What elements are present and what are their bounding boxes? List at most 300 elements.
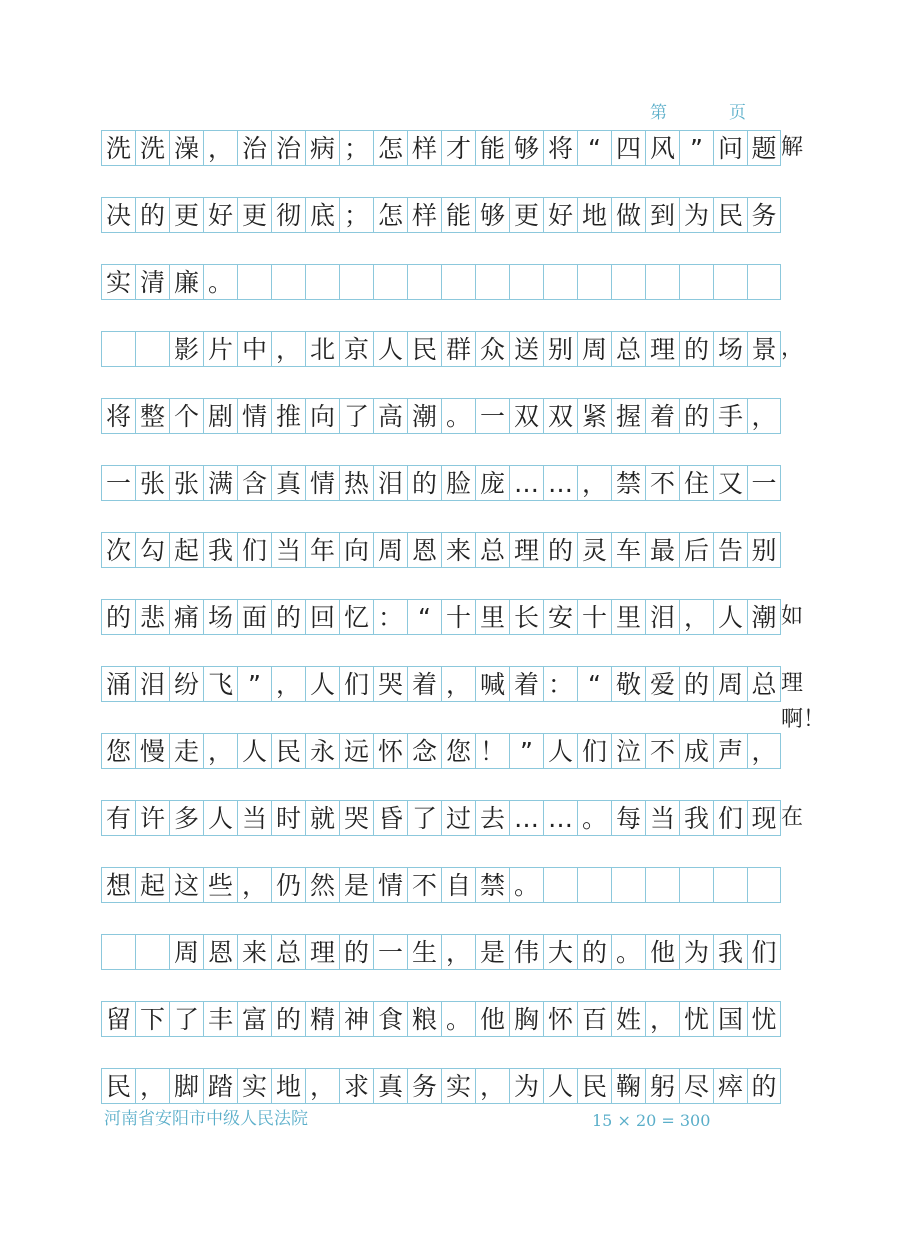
- grid-cell: 将: [101, 398, 135, 434]
- grid-cell: 的: [271, 599, 305, 635]
- grid-cell: 怎: [373, 197, 407, 233]
- grid-cell: 他: [645, 934, 679, 970]
- grid-cell: 姓: [611, 1001, 645, 1037]
- grid-cell: 胸: [509, 1001, 543, 1037]
- grid-cell: 禁: [475, 867, 509, 903]
- page-number-header: [650, 98, 746, 123]
- grid-cell: 样: [407, 197, 441, 233]
- grid-cell: [543, 264, 577, 300]
- grid-cell: 爱: [645, 666, 679, 702]
- grid-cell: ，: [645, 1001, 679, 1037]
- grid-cell: 剧: [203, 398, 237, 434]
- grid-cell: 理: [509, 532, 543, 568]
- grid-cell: 着: [509, 666, 543, 702]
- grid-cell: 又: [713, 465, 747, 501]
- grid-cell: 伟: [509, 934, 543, 970]
- grid-cell: 怀: [373, 733, 407, 769]
- grid-cell: 治: [237, 130, 271, 166]
- grid-cell: 些: [203, 867, 237, 903]
- grid-cell: 澡: [169, 130, 203, 166]
- grid-cell: 鞠: [611, 1068, 645, 1104]
- margin-overflow-text: 解: [781, 135, 804, 160]
- grid-cell: ，: [747, 733, 781, 769]
- grid-cell: 踏: [203, 1068, 237, 1104]
- grid-cell: 握: [611, 398, 645, 434]
- grid-cell: 脸: [441, 465, 475, 501]
- grid-cell: 够: [509, 130, 543, 166]
- grid-cell: [101, 331, 135, 367]
- grid-cell: 治: [271, 130, 305, 166]
- grid-cell: 面: [237, 599, 271, 635]
- grid-cell: 们: [339, 666, 373, 702]
- grid-cell: 中: [237, 331, 271, 367]
- grid-cell: 时: [271, 800, 305, 836]
- grid-cell: 的: [339, 934, 373, 970]
- grid-cell: 起: [169, 532, 203, 568]
- grid-cell: 回: [305, 599, 339, 635]
- grid-cell: 悲: [135, 599, 169, 635]
- grid-cell: 脚: [169, 1068, 203, 1104]
- grid-cell: 泪: [373, 465, 407, 501]
- manuscript-row: [101, 197, 781, 233]
- grid-cell: 百: [577, 1001, 611, 1037]
- grid-cell: 满: [203, 465, 237, 501]
- manuscript-row: [101, 800, 804, 836]
- grid-cell: 来: [237, 934, 271, 970]
- grid-cell: 情: [305, 465, 339, 501]
- grid-cell: 飞: [203, 666, 237, 702]
- manuscript-row: [101, 130, 804, 166]
- grid-cell: 庞: [475, 465, 509, 501]
- grid-cell: 群: [441, 331, 475, 367]
- grid-cell: [101, 934, 135, 970]
- grid-cell: 纷: [169, 666, 203, 702]
- grid-cell: 能: [475, 130, 509, 166]
- grid-cell: 当: [645, 800, 679, 836]
- grid-cell: 更: [237, 197, 271, 233]
- grid-cell: 问: [713, 130, 747, 166]
- grid-cell: 泪: [645, 599, 679, 635]
- grid-cell: 高: [373, 398, 407, 434]
- grid-cell: [577, 264, 611, 300]
- grid-cell: 永: [305, 733, 339, 769]
- manuscript-row: [101, 599, 804, 635]
- grid-cell: 周: [373, 532, 407, 568]
- grid-cell: 别: [747, 532, 781, 568]
- grid-cell: 里: [611, 599, 645, 635]
- grid-cell: 场: [203, 599, 237, 635]
- grid-cell: 民: [407, 331, 441, 367]
- grid-cell: 众: [475, 331, 509, 367]
- grid-cell: ，: [679, 599, 713, 635]
- grid-cell: 一: [101, 465, 135, 501]
- grid-cell: ，: [747, 398, 781, 434]
- grid-cell: [509, 264, 543, 300]
- grid-cell: 总: [747, 666, 781, 702]
- grid-cell: 勾: [135, 532, 169, 568]
- grid-cell: 我: [713, 934, 747, 970]
- grid-cell: 怀: [543, 1001, 577, 1037]
- grid-cell: 更: [509, 197, 543, 233]
- grid-cell: 清: [135, 264, 169, 300]
- grid-cell: 们: [747, 934, 781, 970]
- grid-cell: 个: [169, 398, 203, 434]
- grid-cell: 就: [305, 800, 339, 836]
- grid-cell: 每: [611, 800, 645, 836]
- grid-cell: ”: [679, 130, 713, 166]
- grid-cell: 们: [713, 800, 747, 836]
- grid-cell: 的: [679, 331, 713, 367]
- page-unit: 页: [729, 103, 746, 123]
- page-label: 第: [650, 103, 667, 123]
- grid-cell: 不: [645, 733, 679, 769]
- grid-cell: 实: [441, 1068, 475, 1104]
- grid-cell: 紧: [577, 398, 611, 434]
- grid-cell: 双: [509, 398, 543, 434]
- grid-cell: 人: [203, 800, 237, 836]
- grid-cell: 为: [509, 1068, 543, 1104]
- grid-cell: 情: [237, 398, 271, 434]
- grid-cell: [271, 264, 305, 300]
- grid-cell: 下: [135, 1001, 169, 1037]
- grid-cell: 粮: [407, 1001, 441, 1037]
- grid-cell: 留: [101, 1001, 135, 1037]
- grid-cell: 的: [135, 197, 169, 233]
- grid-cell: [611, 264, 645, 300]
- manuscript-row: [101, 532, 781, 568]
- grid-cell: 食: [373, 1001, 407, 1037]
- grid-cell: 的: [543, 532, 577, 568]
- grid-cell: 泣: [611, 733, 645, 769]
- grid-cell: 底: [305, 197, 339, 233]
- grid-cell: 自: [441, 867, 475, 903]
- grid-cell: 别: [543, 331, 577, 367]
- grid-cell: 。: [509, 867, 543, 903]
- grid-cell: …: [543, 800, 577, 836]
- grid-cell: ，: [305, 1068, 339, 1104]
- grid-cell: ，: [203, 130, 237, 166]
- grid-cell: 总: [475, 532, 509, 568]
- grid-cell: 四: [611, 130, 645, 166]
- grid-cell: 人: [543, 1068, 577, 1104]
- grid-cell: 禁: [611, 465, 645, 501]
- grid-cell: 灵: [577, 532, 611, 568]
- grid-cell: …: [509, 800, 543, 836]
- grid-cell: 的: [679, 666, 713, 702]
- grid-cell: 一: [747, 465, 781, 501]
- grid-cell: 哭: [373, 666, 407, 702]
- grid-cell: 恩: [407, 532, 441, 568]
- grid-cell: ；: [339, 130, 373, 166]
- grid-cell: 去: [475, 800, 509, 836]
- grid-cell: ”: [509, 733, 543, 769]
- grid-cell: 尽: [679, 1068, 713, 1104]
- grid-cell: 住: [679, 465, 713, 501]
- manuscript-row: [101, 398, 781, 434]
- grid-cell: 送: [509, 331, 543, 367]
- grid-cell: 痛: [169, 599, 203, 635]
- grid-cell: [747, 264, 781, 300]
- grid-cell: 。: [203, 264, 237, 300]
- grid-cell: 洗: [135, 130, 169, 166]
- grid-cell: 将: [543, 130, 577, 166]
- grid-cell: 含: [237, 465, 271, 501]
- grid-cell: 地: [577, 197, 611, 233]
- grid-cell: 一: [475, 398, 509, 434]
- grid-cell: 场: [713, 331, 747, 367]
- grid-cell: ，: [203, 733, 237, 769]
- grid-cell: 起: [135, 867, 169, 903]
- grid-cell: 为: [679, 934, 713, 970]
- grid-cell: [407, 264, 441, 300]
- grid-cell: 是: [339, 867, 373, 903]
- grid-cell: …: [509, 465, 543, 501]
- grid-cell: 情: [373, 867, 407, 903]
- footer-organization: 河南省安阳市中级人民法院: [104, 1109, 308, 1129]
- grid-cell: 的: [747, 1068, 781, 1104]
- grid-cell: 潮: [747, 599, 781, 635]
- grid-cell: 地: [271, 1068, 305, 1104]
- grid-cell: 民: [577, 1068, 611, 1104]
- grid-cell: 次: [101, 532, 135, 568]
- grid-cell: 我: [203, 532, 237, 568]
- grid-cell: 仍: [271, 867, 305, 903]
- grid-cell: [475, 264, 509, 300]
- grid-cell: 为: [679, 197, 713, 233]
- grid-cell: 人: [543, 733, 577, 769]
- margin-overflow-text: 在: [781, 805, 804, 830]
- manuscript-row: [101, 733, 781, 769]
- grid-cell: 了: [169, 1001, 203, 1037]
- grid-cell: 大: [543, 934, 577, 970]
- grid-cell: ，: [237, 867, 271, 903]
- grid-cell: 泪: [135, 666, 169, 702]
- grid-cell: “: [577, 666, 611, 702]
- grid-cell: 当: [237, 800, 271, 836]
- grid-cell: 务: [747, 197, 781, 233]
- grid-cell: 民: [101, 1068, 135, 1104]
- grid-cell: 十: [577, 599, 611, 635]
- grid-cell: ：: [543, 666, 577, 702]
- grid-cell: 们: [577, 733, 611, 769]
- grid-cell: 决: [101, 197, 135, 233]
- grid-cell: 声: [713, 733, 747, 769]
- grid-cell: 。: [611, 934, 645, 970]
- grid-cell: 是: [475, 934, 509, 970]
- grid-cell: ；: [339, 197, 373, 233]
- grid-cell: [543, 867, 577, 903]
- grid-cell: [679, 867, 713, 903]
- grid-cell: 总: [271, 934, 305, 970]
- grid-cell: 向: [305, 398, 339, 434]
- grid-cell: 富: [237, 1001, 271, 1037]
- grid-cell: 敬: [611, 666, 645, 702]
- grid-cell: 他: [475, 1001, 509, 1037]
- manuscript-row: [101, 934, 781, 970]
- grid-cell: 慢: [135, 733, 169, 769]
- grid-cell: 民: [713, 197, 747, 233]
- grid-cell: 理: [305, 934, 339, 970]
- grid-cell: ，: [577, 465, 611, 501]
- grid-cell: [679, 264, 713, 300]
- grid-cell: ！: [475, 733, 509, 769]
- grid-cell: 真: [373, 1068, 407, 1104]
- grid-cell: [713, 264, 747, 300]
- grid-cell: “: [407, 599, 441, 635]
- grid-cell: 总: [611, 331, 645, 367]
- grid-cell: 病: [305, 130, 339, 166]
- grid-cell: 人: [305, 666, 339, 702]
- grid-cell: 张: [135, 465, 169, 501]
- manuscript-row: [101, 666, 826, 732]
- grid-cell: 了: [407, 800, 441, 836]
- grid-cell: [713, 867, 747, 903]
- manuscript-row: [101, 867, 781, 903]
- grid-cell: 多: [169, 800, 203, 836]
- manuscript-row: [101, 264, 781, 300]
- grid-cell: 的: [577, 934, 611, 970]
- grid-cell: 车: [611, 532, 645, 568]
- grid-cell: 过: [441, 800, 475, 836]
- grid-cell: 务: [407, 1068, 441, 1104]
- grid-cell: 民: [271, 733, 305, 769]
- grid-cell: [339, 264, 373, 300]
- grid-cell: 样: [407, 130, 441, 166]
- grid-cell: 片: [203, 331, 237, 367]
- grid-cell: 。: [577, 800, 611, 836]
- grid-cell: ，: [271, 331, 305, 367]
- grid-cell: ：: [373, 599, 407, 635]
- grid-cell: 人: [237, 733, 271, 769]
- grid-cell: 风: [645, 130, 679, 166]
- grid-cell: 。: [441, 398, 475, 434]
- grid-cell: 好: [543, 197, 577, 233]
- grid-cell: “: [577, 130, 611, 166]
- manuscript-row: [101, 331, 804, 367]
- grid-cell: 哭: [339, 800, 373, 836]
- manuscript-row: [101, 465, 781, 501]
- grid-cell: [135, 934, 169, 970]
- grid-cell: 躬: [645, 1068, 679, 1104]
- grid-cell: [135, 331, 169, 367]
- grid-cell: 有: [101, 800, 135, 836]
- grid-cell: …: [543, 465, 577, 501]
- grid-cell: 好: [203, 197, 237, 233]
- grid-cell: 够: [475, 197, 509, 233]
- grid-cell: 里: [475, 599, 509, 635]
- grid-cell: 我: [679, 800, 713, 836]
- grid-cell: ，: [271, 666, 305, 702]
- grid-cell: 景: [747, 331, 781, 367]
- grid-cell: 实: [101, 264, 135, 300]
- grid-cell: 张: [169, 465, 203, 501]
- grid-cell: 更: [169, 197, 203, 233]
- grid-cell: 成: [679, 733, 713, 769]
- grid-cell: 周: [713, 666, 747, 702]
- margin-overflow-text: 理啊！: [781, 671, 826, 732]
- grid-cell: 做: [611, 197, 645, 233]
- grid-cell: 周: [577, 331, 611, 367]
- grid-cell: 人: [373, 331, 407, 367]
- margin-overflow-text: 如: [781, 604, 804, 629]
- manuscript-row: [101, 1001, 781, 1037]
- grid-cell: 向: [339, 532, 373, 568]
- grid-cell: 念: [407, 733, 441, 769]
- grid-cell: [305, 264, 339, 300]
- grid-cell: 彻: [271, 197, 305, 233]
- grid-cell: 安: [543, 599, 577, 635]
- grid-cell: 实: [237, 1068, 271, 1104]
- grid-cell: 长: [509, 599, 543, 635]
- grid-cell: 怎: [373, 130, 407, 166]
- grid-cell: 热: [339, 465, 373, 501]
- grid-cell: [611, 867, 645, 903]
- grid-cell: 远: [339, 733, 373, 769]
- grid-cell: 周: [169, 934, 203, 970]
- grid-cell: 然: [305, 867, 339, 903]
- grid-cell: [747, 867, 781, 903]
- grid-cell: 最: [645, 532, 679, 568]
- grid-cell: 双: [543, 398, 577, 434]
- grid-cell: 瘁: [713, 1068, 747, 1104]
- grid-cell: 昏: [373, 800, 407, 836]
- grid-cell: 您: [441, 733, 475, 769]
- grid-cell: 到: [645, 197, 679, 233]
- grid-cell: 理: [645, 331, 679, 367]
- grid-cell: 生: [407, 934, 441, 970]
- grid-cell: 喊: [475, 666, 509, 702]
- grid-cell: 涌: [101, 666, 135, 702]
- grid-cell: 年: [305, 532, 339, 568]
- grid-cell: ，: [441, 666, 475, 702]
- grid-cell: [373, 264, 407, 300]
- grid-cell: 真: [271, 465, 305, 501]
- grid-cell: 忧: [679, 1001, 713, 1037]
- grid-cell: 人: [713, 599, 747, 635]
- grid-cell: 手: [713, 398, 747, 434]
- grid-cell: 不: [645, 465, 679, 501]
- grid-cell: 恩: [203, 934, 237, 970]
- grid-cell: 整: [135, 398, 169, 434]
- grid-cell: 十: [441, 599, 475, 635]
- grid-cell: 潮: [407, 398, 441, 434]
- grid-cell: 廉: [169, 264, 203, 300]
- grid-cell: [645, 867, 679, 903]
- grid-cell: 丰: [203, 1001, 237, 1037]
- grid-cell: 不: [407, 867, 441, 903]
- grid-cell: 求: [339, 1068, 373, 1104]
- grid-cell: 忧: [747, 1001, 781, 1037]
- margin-overflow-text: ，: [781, 336, 804, 361]
- grid-cell: 神: [339, 1001, 373, 1037]
- grid-cell: ”: [237, 666, 271, 702]
- grid-cell: 们: [237, 532, 271, 568]
- grid-cell: 才: [441, 130, 475, 166]
- grid-cell: [645, 264, 679, 300]
- footer-grid-capacity: 15 × 20 = 300: [592, 1111, 711, 1130]
- grid-cell: 这: [169, 867, 203, 903]
- manuscript-row: [101, 1068, 781, 1104]
- grid-cell: 影: [169, 331, 203, 367]
- grid-cell: ，: [475, 1068, 509, 1104]
- grid-cell: 现: [747, 800, 781, 836]
- grid-cell: 。: [441, 1001, 475, 1037]
- grid-cell: 的: [271, 1001, 305, 1037]
- grid-cell: 着: [407, 666, 441, 702]
- grid-cell: ，: [135, 1068, 169, 1104]
- grid-cell: 题: [747, 130, 781, 166]
- grid-cell: [577, 867, 611, 903]
